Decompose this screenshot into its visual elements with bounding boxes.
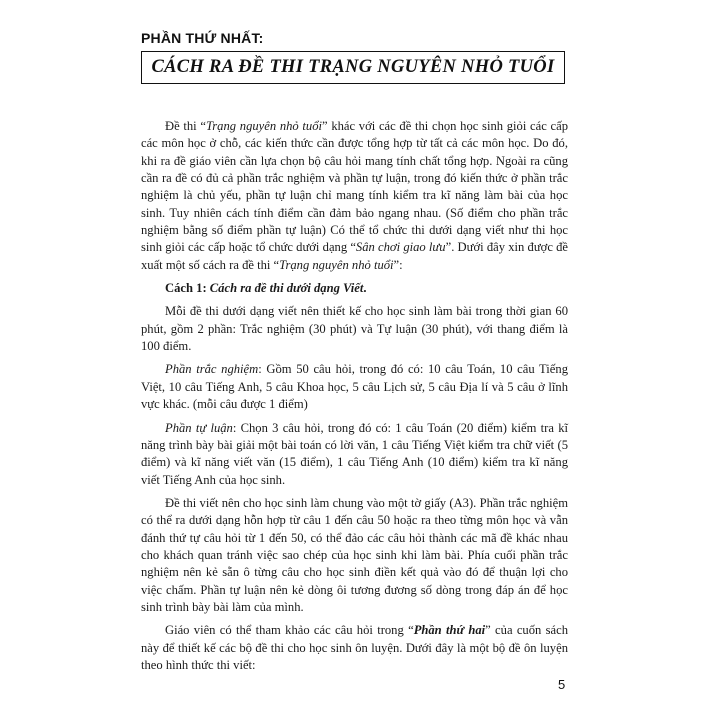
- reference-paragraph: Giáo viên có thể tham khảo các câu hỏi trong “Phần thứ hai” của cuốn sách này để thiết kế các bộ đề thi cho học sinh ôn luyện. Dưới đây là một bộ đề ôn luyện theo hình thức thi viết:: [141, 623, 569, 672]
- intro-paragraph: Đề thi “Trạng nguyên nhỏ tuổi” khác với các đề thi chọn học sinh giỏi các cấp các môn học ở chỗ, các kiến thức cần được tổng hợp từ tất cả các môn học. Do đó, khi ra đề giáo viên cần lựa chọn bộ câu hỏi mang tính chất tổng hợp. Ngoài ra cũng cần ra đề có đủ cả phần trắc nghiệm và phần tự luận, trong đó kiến thức ở phần trắc nghiệm là chủ yếu, phần tự luận chỉ mang tính kiểm tra kĩ năng làm bài của học sinh. Tuy nhiên cách tính điểm cần đảm bảo ngang nhau. (Số điểm cho phần trắc nghiệm bằng số điểm phần tự luận) Có thể tổ chức thi dưới dạng viết như thi học sinh giỏi các cấp hoặc tổ chức dưới dạng “Sân chơi giao lưu”. Dưới đây xin được đề xuất một số cách ra đề thi “Trạng nguyên nhỏ tuổi”:: [141, 119, 568, 272]
- chapter-title: CÁCH RA ĐỀ THI TRẠNG NGUYÊN NHỎ TUỔI: [151, 57, 555, 77]
- exam-duration-paragraph: Mỗi đề thi dưới dạng viết nên thiết kế cho học sinh làm bài trong thời gian 60 phút, gồm 2 phần: Trắc nghiệm (30 phút) và Tự luận (30 phút), với thang điểm là 100 điểm.: [141, 304, 568, 354]
- page-number: 5: [558, 677, 566, 692]
- answer-sheet-paragraph: Đề thi viết nên cho học sinh làm chung vào một tờ giấy (A3). Phần trắc nghiệm có thể ra dưới dạng hỗn hợp từ câu 1 đến câu 50 hoặc ra theo từng môn học và vẫn đánh thứ tự câu hỏi từ 1 đến 50, có thể đảo các câu hỏi thành các mã đề khác nhau cho khách quan tránh việc sao chép của học sinh khi làm bài. Phía cuối phần trắc nghiệm nên kẻ sẵn ô từng câu cho học sinh điền kết quả vào đó để thuận lợi cho việc chấm. Phần tự luận nên kẻ dòng ôi tương đương số dòng trong đáp án để học sinh trình bày bài làm của mình.: [141, 495, 568, 614]
- method-1-heading: Cách 1: Cách ra đề thi dưới dạng Viết.: [165, 281, 367, 296]
- essay-paragraph: Phần tự luận: Chọn 3 câu hỏi, trong đó có: 1 câu Toán (20 điểm) kiểm tra kĩ năng trình bày bài giải một bài toán có lời văn, 1 câu Tiếng Việt kiểm tra chữ viết (5 điểm) và kĩ năng viết văn (15 điểm), 1 câu Tiếng Anh (10 điểm) kiểm tra kĩ năng viết Tiếng Anh của học sinh.: [141, 420, 569, 487]
- part-label: PHẦN THỨ NHẤT:: [141, 30, 264, 46]
- multiple-choice-paragraph: Phần trắc nghiệm: Gồm 50 câu hỏi, trong đó có: 10 câu Toán, 10 câu Tiếng Việt, 10 câu Tiếng Anh, 5 câu Khoa học, 5 câu Lịch sử, 5 câu Địa lí và 5 câu ở lĩnh vực khác. (mỗi câu được 1 điểm): [141, 362, 568, 412]
- body-text: [141, 118, 568, 674]
- chapter-title-box: [141, 51, 565, 84]
